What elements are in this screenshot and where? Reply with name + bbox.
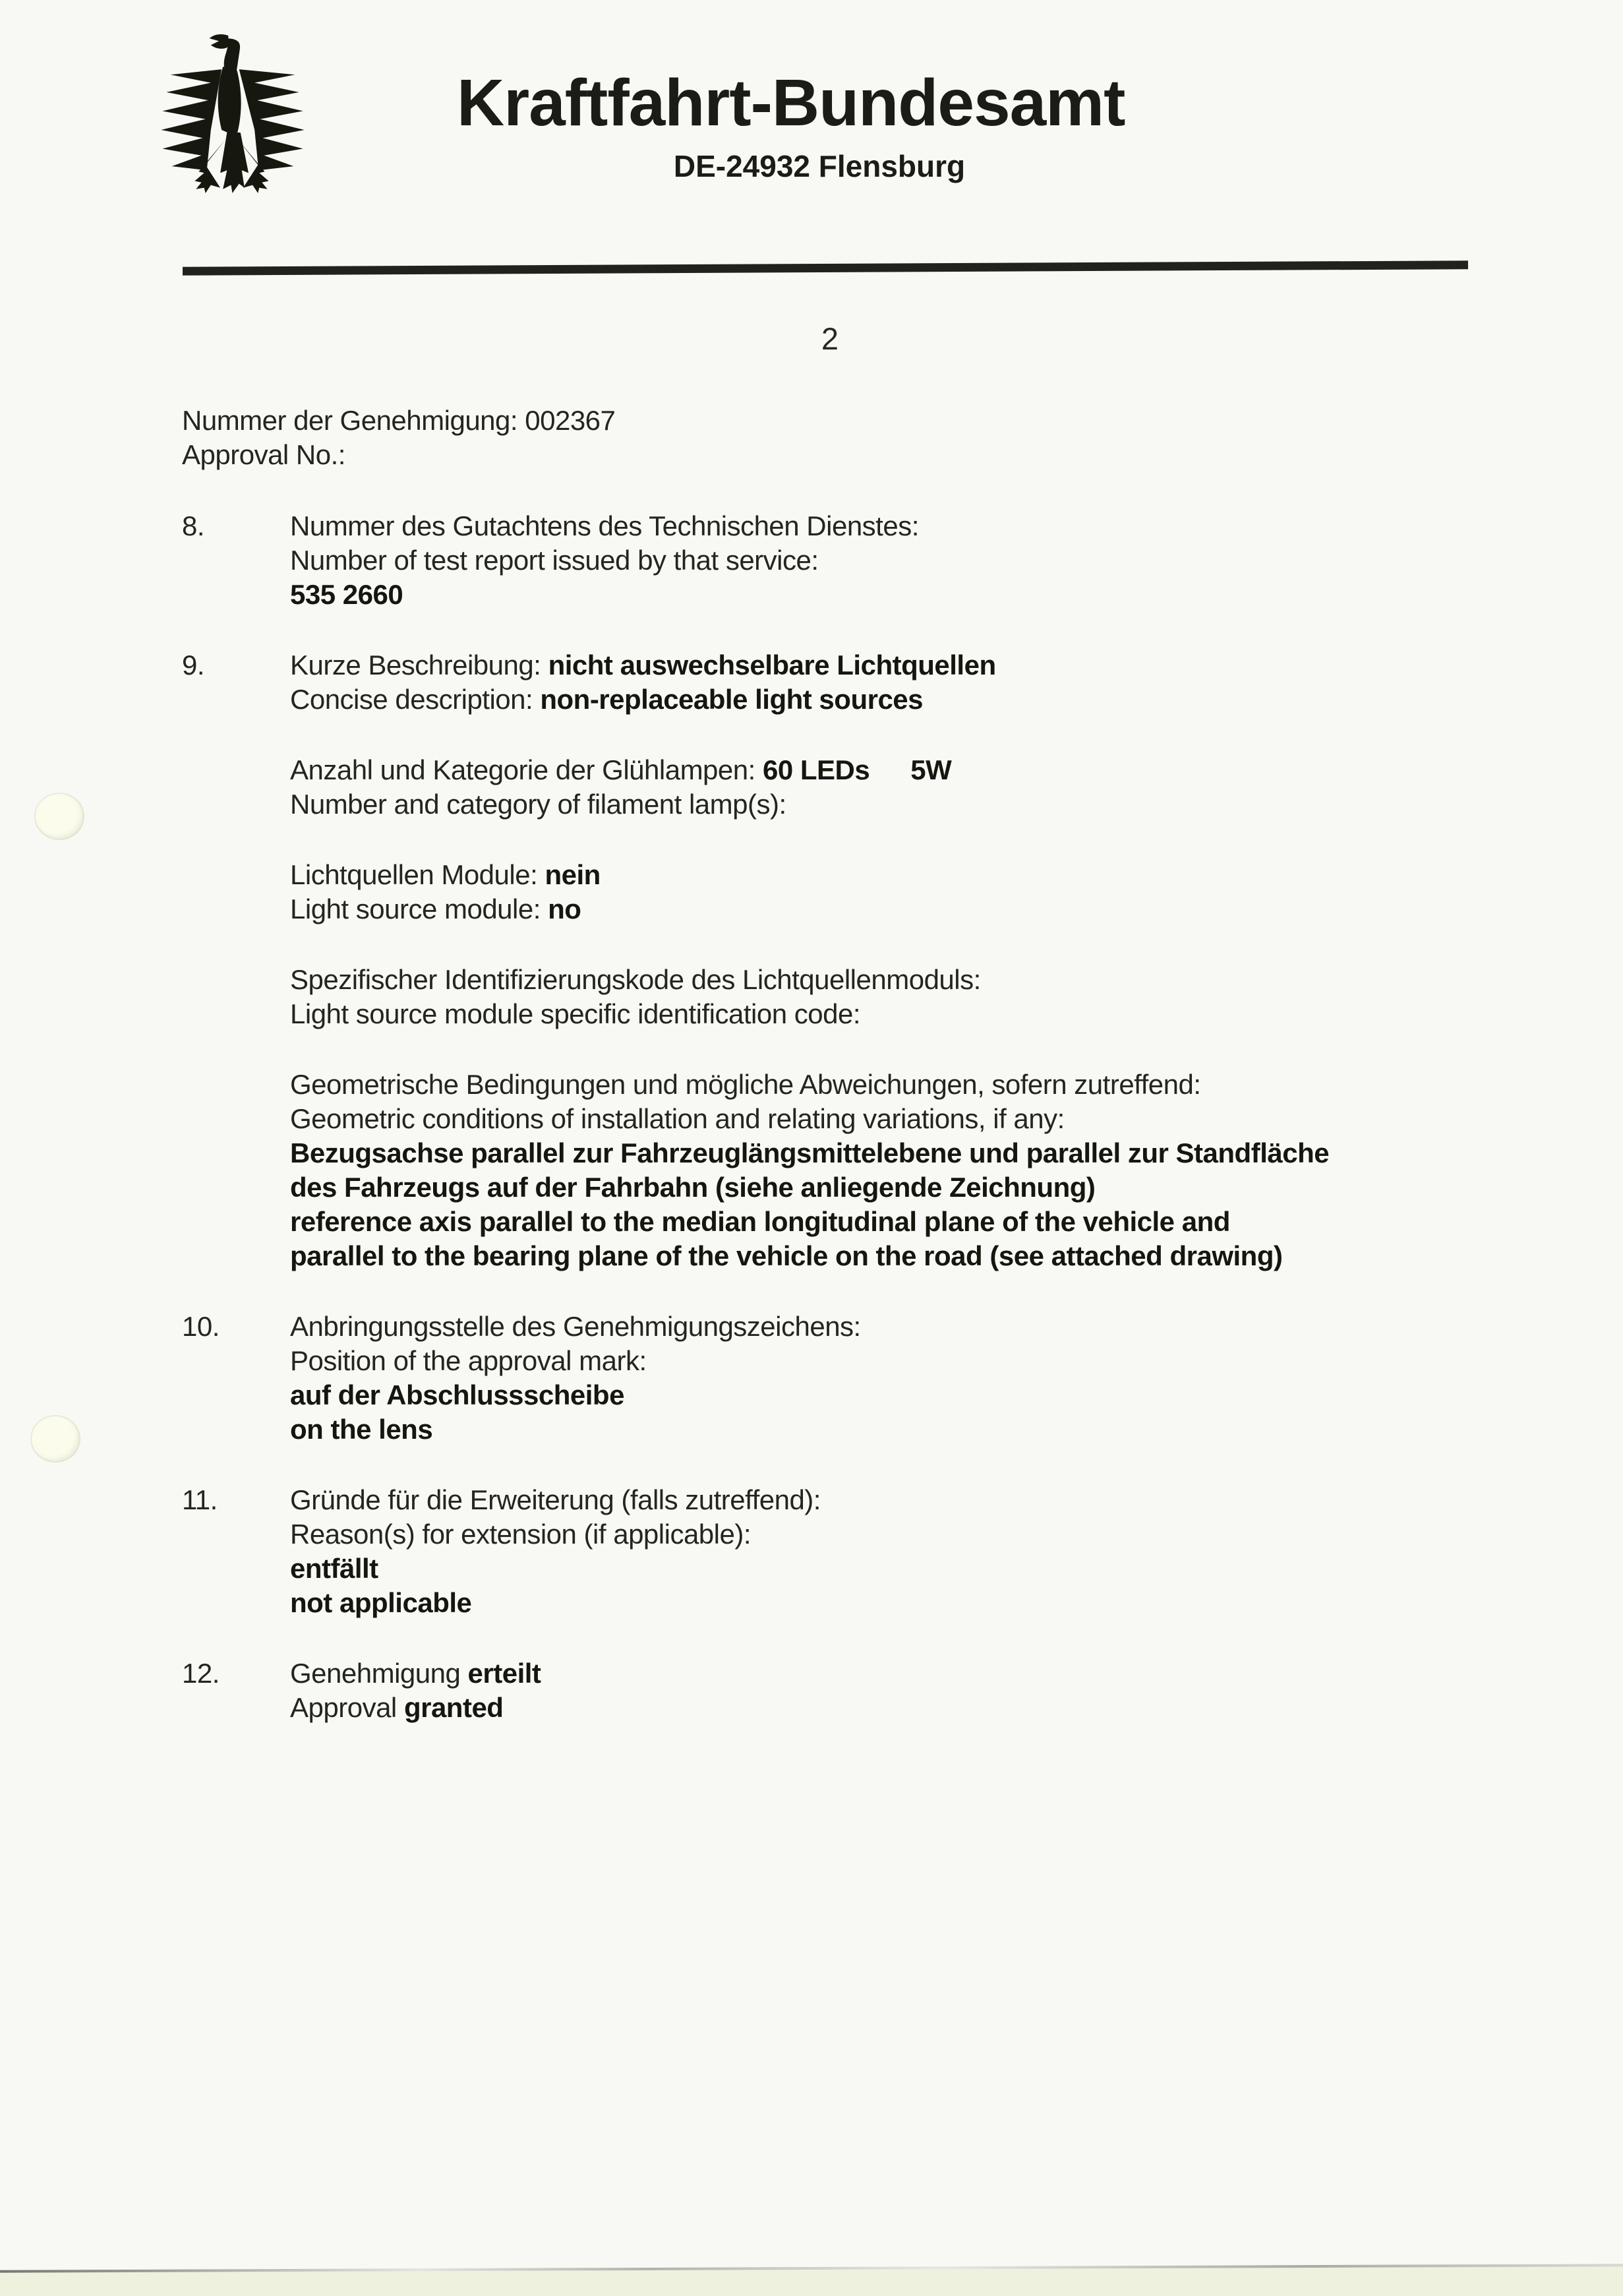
text-line: [290, 753, 1507, 787]
text-line: [290, 1170, 1507, 1205]
text-segment: Nummer des Gutachtens des Technischen Dienstes:: [290, 510, 919, 541]
section-row: [182, 1310, 1507, 1447]
text-segment: Bezugsachse parallel zur Fahrzeuglängsmittelebene und parallel zur Standfläche: [290, 1137, 1330, 1168]
text-line: [290, 1552, 1507, 1586]
section-row: [182, 753, 1507, 822]
agency-title: Kraftfahrt-Bundesamt: [457, 66, 1125, 140]
section-number: 12.: [182, 1658, 220, 1689]
section-body: [290, 858, 1507, 926]
text-line: [290, 963, 1507, 997]
approval-number-line-de: Nummer der Genehmigung: 002367: [182, 405, 616, 436]
section-number: 10.: [182, 1311, 220, 1342]
text-segment: Lichtquellen Module:: [290, 859, 545, 890]
text-line: [290, 1483, 1507, 1517]
header-title-block: [457, 66, 1182, 184]
section-row: [182, 963, 1507, 1031]
section-body: [290, 1068, 1507, 1273]
text-line: [290, 997, 1507, 1031]
text-line: [290, 858, 1507, 892]
text-line: [290, 1517, 1507, 1552]
text-segment: Geometric conditions of installation and relating variations, if any:: [290, 1103, 1065, 1134]
text-segment: Geometrische Bedingungen und mögliche Abweichungen, sofern zutreffend:: [290, 1069, 1201, 1100]
text-segment: Light source module:: [290, 893, 548, 924]
text-line: [290, 1344, 1507, 1378]
text-segment: non-replaceable light sources: [540, 684, 924, 715]
header-rule: [183, 260, 1468, 276]
section-row: [182, 1656, 1507, 1725]
text-segment: Anzahl und Kategorie der Glühlampen:: [290, 754, 763, 785]
text-line: [290, 1102, 1507, 1136]
text-line: [290, 543, 1507, 578]
text-line: [290, 1136, 1507, 1170]
text-segment: Concise description:: [290, 684, 541, 715]
section-body: [290, 1656, 1507, 1725]
text-segment: reference axis parallel to the median longitudinal plane of the vehicle and: [290, 1206, 1230, 1237]
section-body: [290, 963, 1507, 1031]
document-body: [182, 404, 1507, 1761]
text-line: [290, 787, 1507, 822]
section-number: 11.: [182, 1484, 218, 1515]
approval-number-line-en: Approval No.:: [182, 439, 345, 470]
text-segment: not applicable: [290, 1587, 472, 1618]
section-row: [182, 648, 1507, 717]
text-segment: Number of test report issued by that service:: [290, 545, 819, 576]
text-segment: 5W: [910, 754, 952, 785]
text-line: [290, 1378, 1507, 1412]
text-line: [290, 1656, 1507, 1691]
section-row: [182, 509, 1507, 612]
section-number: 8.: [182, 510, 205, 541]
text-segment: Number and category of filament lamp(s):: [290, 789, 786, 820]
text-segment: Gründe für die Erweiterung (falls zutreffend):: [290, 1484, 821, 1515]
section-body: [290, 1310, 1507, 1447]
scan-bottom-edge: [0, 2266, 1623, 2296]
text-segment: Reason(s) for extension (if applicable):: [290, 1519, 752, 1550]
text-segment: Kurze Beschreibung:: [290, 650, 548, 680]
section-body: [290, 753, 1507, 822]
section-row: [182, 1068, 1507, 1273]
text-line: [290, 1691, 1507, 1725]
text-line: [290, 1239, 1507, 1273]
section-body: [290, 648, 1507, 717]
text-segment: 60 LEDs: [762, 754, 870, 785]
text-line: [290, 682, 1507, 717]
text-segment: Approval: [290, 1692, 404, 1723]
text-line: [290, 509, 1507, 543]
text-segment: Light source module specific identification code:: [290, 998, 861, 1029]
text-segment: Spezifischer Identifizierungskode des Lichtquellenmoduls:: [290, 964, 981, 995]
section-number: [182, 753, 290, 822]
punch-hole-bottom: [30, 1415, 80, 1463]
text-segment: on the lens: [290, 1414, 433, 1445]
approval-number-block: [182, 404, 1507, 472]
text-segment: Position of the approval mark:: [290, 1345, 647, 1376]
text-line: [290, 1205, 1507, 1239]
agency-location: DE-24932 Flensburg: [673, 149, 966, 183]
section-row: [182, 1483, 1507, 1620]
text-segment: erteilt: [467, 1658, 541, 1689]
page-number: 2: [821, 321, 839, 356]
text-line: [290, 1310, 1507, 1344]
text-segment: entfällt: [290, 1553, 378, 1584]
section-number: [182, 963, 290, 1031]
federal-eagle-logo: [157, 32, 309, 200]
text-segment: nicht auswechselbare Lichtquellen: [548, 650, 996, 680]
text-segment: granted: [403, 1692, 504, 1723]
text-segment: nein: [545, 859, 601, 890]
text-segment: parallel to the bearing plane of the vehicle on the road (see attached drawing): [290, 1240, 1283, 1271]
text-line: [290, 578, 1507, 612]
text-line: [290, 892, 1507, 926]
federal-eagle-icon: [157, 32, 309, 196]
sections: [182, 509, 1507, 1725]
section-number: 9.: [182, 650, 205, 680]
text-line: [290, 1412, 1507, 1447]
text-line: [290, 1586, 1507, 1620]
text-segment: des Fahrzeugs auf der Fahrbahn (siehe anliegende Zeichnung): [290, 1172, 1096, 1203]
text-segment: Anbringungsstelle des Genehmigungszeichens:: [290, 1311, 861, 1342]
section-body: [290, 509, 1507, 612]
text-segment: Genehmigung: [290, 1658, 468, 1689]
section-number: [182, 858, 290, 926]
section-body: [290, 1483, 1507, 1620]
text-segment: auf der Abschlussscheibe: [290, 1379, 624, 1410]
text-line: [290, 648, 1507, 682]
text-segment: no: [548, 893, 581, 924]
section-row: [182, 858, 1507, 926]
text-segment: 535 2660: [290, 579, 403, 610]
section-number: [182, 1068, 290, 1273]
text-line: [290, 1068, 1507, 1102]
punch-hole-top: [34, 793, 84, 840]
